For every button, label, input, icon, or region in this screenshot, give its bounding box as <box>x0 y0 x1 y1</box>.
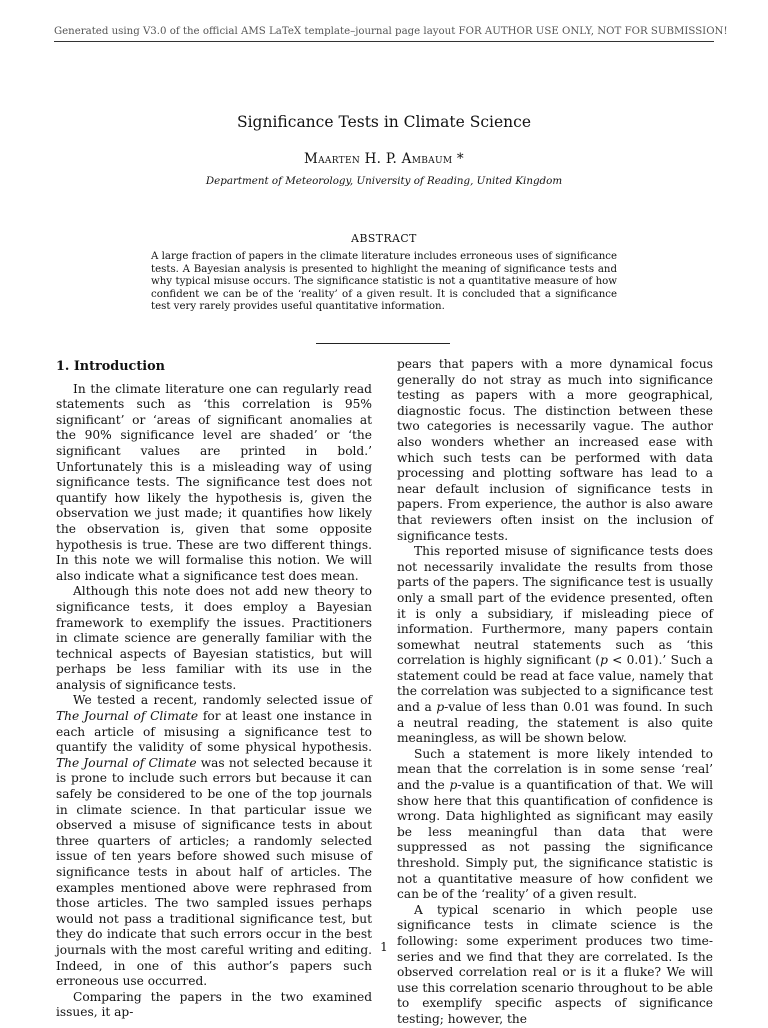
text-run: We tested a recent, randomly selected issue of <box>73 693 372 708</box>
left-column <box>56 357 372 1021</box>
right-column <box>397 357 713 1028</box>
section-heading-introduction: 1. Introduction <box>56 359 165 374</box>
paper-title: Significance Tests in Climate Science <box>236 113 531 131</box>
text-run: for at least one instance in each article of misusing a significance test to quantify the validity of some physical hypothesis. <box>56 709 372 755</box>
text-run: was not selected because it is prone to include such errors but because it can safely be considered to be one of the top journals in climate science. In that particular issue we observed a misuse of significance tests in about three quarters of articles; a randomly selected issue of ten years before showed such misuse of significance tests in about half of articles. The examples mentioned above were rephrased from those articles. The two sampled issues perhaps would not pass a traditional significance test, but they do indicate that such errors occur in the best journals with the most careful writing and editing. Indeed, in one of this author’s papers such erroneous use occurred. <box>56 755 372 989</box>
intro-paragraph-4: Comparing the papers in the two examined issues, it ap- <box>56 989 372 1020</box>
journal-name: The Journal of Climate <box>56 709 199 724</box>
text-run: -value of less than 0.01 was found. In such a neutral reading, the statement is also quite meaningless, as will be shown below. <box>397 700 713 746</box>
header-rule <box>54 41 714 42</box>
math-p: p <box>449 778 458 793</box>
author-affiliation: Department of Meteorology, University of Reading, United Kingdom <box>205 175 563 187</box>
math-p: p <box>436 700 445 715</box>
intro-paragraph-1: In the climate literature one can regularly read statements such as ‘this correlation is 95% significant’ or ‘areas of significant anomalies at the 90% significance level are shaded’ or ‘the significant values are printed in bold.’ Unfortunately this is a misleading way of using significance tests. The significance test does not quantify how likely the hypothesis is, given the observation we just made; it quantifies how likely the observation is, given that some opposite hypothesis is true. These are two different things. In this note we will formalise this notion. We will also indicate what a significance test does mean. <box>56 381 372 583</box>
text-run: < 0.01).’ Such a statement could be read at face value, namely that the correlation was subjected to a significance test and a <box>397 653 713 715</box>
paper-author: Maarten H. P. Ambaum * <box>304 151 464 167</box>
template-header-note: Generated using V3.0 of the official AMS LaTeX template–journal page layout FOR AUTHOR USE ONLY, NOT FOR SUBMISSION! <box>54 26 728 37</box>
text-run: This reported misuse of significance tests does not necessarily invalidate the results from those parts of the papers. The significance test is usually only a small part of the evidence presented, often it is only a subsidiary, if misleading piece of information. Furthermore, many papers contain somewhat neutral statements such as ‘this correlation is highly significant ( <box>397 544 713 668</box>
text-run: Such a statement is more likely intended to mean that the correlation is in some sense ‘real’ and the <box>397 746 713 793</box>
abstract-text: A large fraction of papers in the climate literature includes erroneous uses of significance tests. A Bayesian analysis is presented to highlight the meaning of significance tests and why typical misuse occurs. The significance statistic is not a quantitative measure of how confident we can be of the ‘reality’ of a given result. It is concluded that a significance test very rarely provides useful quantitative information. <box>151 251 617 312</box>
intro-paragraph-7: A typical scenario in which people use significance tests in climate science is the following: some experiment produces two time-series and we find that they are correlated. Is the observed correlation real or is it a fluke? We will use this correlation scenario throughout to be able to exemplify specific aspects of significance testing; however, the <box>397 902 713 1026</box>
intro-paragraph-5 <box>397 544 713 747</box>
abstract-separator-rule <box>316 343 450 344</box>
intro-paragraph-4-continued: pears that papers with a more dynamical focus generally do not stray as much into significance testing as papers with a more geographical, diagnostic focus. The distinction between these two categories is necessarily vague. The author also wonders whether an increased ease with which such tests can be performed with data processing and plotting software has lead to a near default inclusion of significance tests in papers. From experience, the author is also aware that reviewers often insist on the inclusion of significance tests. <box>397 357 713 543</box>
page-number: 1 <box>380 940 388 954</box>
journal-name: The Journal of Climate <box>56 755 197 770</box>
intro-paragraph-2: Although this note does not add new theory to significance tests, it does employ a Bayesian framework to exemplify the issues. Practitioners in climate science are generally familiar with the technical aspects of Bayesian statistics, but will perhaps be less familiar with its use in the analysis of significance tests. <box>56 584 372 692</box>
intro-paragraph-6 <box>397 747 713 903</box>
text-run: -value is a quantification of that. We will show here that this quantification of confidence is wrong. Data highlighted as significant may easily be less meaningful than data that were suppressed as not passing the significance threshold. Simply put, the significance statistic is not a quantitative measure of how confident we can be of the ‘reality’ of a given result. <box>397 778 714 902</box>
abstract-heading: ABSTRACT <box>351 232 417 245</box>
math-p: p <box>600 653 608 668</box>
